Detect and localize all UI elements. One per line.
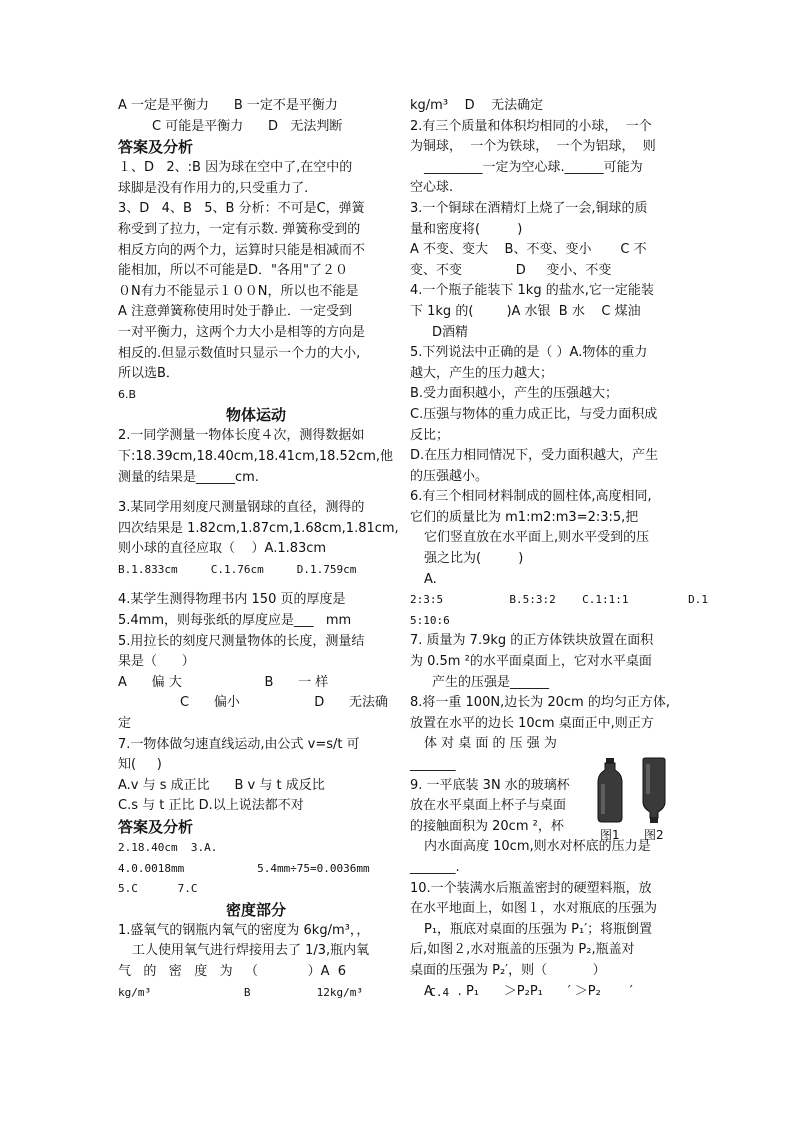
- question-line: 5.用拉长的刻度尺测量物体的长度，测量结: [118, 633, 365, 649]
- question-line: 5:10:6: [410, 613, 450, 627]
- question-line: 变、不变 D 变小、不变: [410, 262, 612, 278]
- question-line: 果是（ ）: [118, 654, 195, 670]
- question-line: 2.一同学测量一物体长度４次，测得数据如: [118, 428, 365, 444]
- bottle-2-highlight: [646, 764, 650, 794]
- question-line: B.1.833cm C.1.76cm D.1.759cm: [118, 562, 357, 576]
- question-line: 它们的质量比为 m1:m2:m3=2:3:5,把: [410, 509, 639, 525]
- answers-heading: 答案及分析: [118, 818, 194, 836]
- question-line: 内水面高度 10cm,则水对杯底的压力是: [424, 839, 651, 855]
- bottle-2-cap: [650, 818, 658, 823]
- question-line: 为 0.5m ²的水平面桌面上，它对水平桌面: [410, 654, 652, 670]
- answers-heading: 答案及分析: [118, 138, 194, 157]
- question-line: 工人使用氧气进行焊接用去了 1/3,瓶内氧: [132, 943, 370, 959]
- question-line: 5.4mm，则每张纸的厚度应是___ mm: [118, 613, 352, 629]
- answer-line: 所以选B．: [118, 366, 179, 382]
- question-line: 8.将一重 100N,边长为 20cm 的均匀正方体,: [410, 695, 670, 711]
- question-line: 6.有三个相同材料制成的圆柱体,高度相同,: [410, 489, 652, 505]
- question-line: 后,如图２,水对瓶盖的压强为 P₂,瓶盖对: [410, 942, 635, 958]
- question-line: 3.一个铜球在酒精灯上烧了一会,铜球的质: [410, 200, 648, 216]
- question-line: A.: [424, 571, 437, 587]
- answer-line: 相反方向的两个力，运算时只能是相减而不: [118, 242, 366, 258]
- question-line: 2:3:5 B.5:3:2 C.1:1:1 D.1: [410, 593, 709, 607]
- question-line: C 偏小 D 无法确: [180, 695, 389, 711]
- question-line: _________一定为空心球.______可能为: [424, 159, 643, 175]
- question-line: D.在压力相同情况下，受力面积越大，产生: [410, 448, 659, 464]
- question-line: _______: [410, 757, 456, 772]
- question-line: 7. 质量为 7.9kg 的正方体铁块放置在面积: [410, 633, 654, 649]
- question-line: A.v 与 s 成正比 B v 与 t 成反比: [118, 777, 325, 793]
- question-line: 放置在水平的边长 10cm 桌面正中,则正方: [410, 715, 654, 731]
- question-line: 量和密度将( ): [410, 221, 523, 237]
- bottle-figure-svg: [596, 758, 676, 824]
- question-line: 则小球的直径应取（ ）A.1.83cm: [118, 541, 327, 557]
- question-line: kg/m³ D 无法确定: [410, 98, 544, 113]
- question-line: 反比；: [410, 427, 450, 443]
- question-line: 的压强越小。: [410, 468, 489, 484]
- question-line: 强之比为( ): [424, 551, 524, 567]
- question-line: 它们竖直放在水平面上,则水平受到的压: [424, 530, 650, 546]
- bottle-figures: [596, 758, 676, 844]
- question-line: 下 1kg 的( )A 水银 B 水 C 煤油: [410, 303, 641, 319]
- section-title-motion: 物体运动: [225, 406, 286, 425]
- question-line: P₁，瓶底对桌面的压强为 P₁′；将瓶倒置: [424, 921, 653, 937]
- answer-line: ０N有力不能显示１００N，所以也不能是: [118, 283, 359, 299]
- question-line: C.压强与物体的重力成正比，与受力面积成: [410, 406, 658, 422]
- figure-2-label: 图2: [644, 828, 664, 842]
- bottle-figure-1: [598, 758, 622, 822]
- option-line: C 可能是平衡力 D 无法判断: [152, 118, 343, 134]
- answer-line: 称受到了拉力，一定有示数. 弹簧称受到的: [118, 221, 361, 237]
- question-line: 气 的 密 度 为 （ ）A 6: [118, 963, 347, 979]
- question-line: 测量的结果是______cm.: [118, 469, 259, 485]
- question-line: 2.有三个质量和体积均相同的小球， 一个: [410, 118, 652, 134]
- question-line: C.s 与 t 正比 D.以上说法都不对: [118, 798, 304, 814]
- question-line: 知( ): [118, 757, 162, 773]
- question-line: 体 对 桌 面 的 压 强 为: [424, 736, 557, 752]
- answer-line: 2.18.40cm 3.A.: [118, 841, 218, 854]
- option-line: A 一定是平衡力 B 一定不是平衡力: [118, 98, 338, 113]
- question-line: 3.某同学用刻度尺测量钢球的直径，测得的: [118, 500, 365, 516]
- figure-1-label: 图1: [600, 828, 620, 842]
- question-line: 放在水平桌面上杯子与桌面: [410, 798, 567, 814]
- question-line: 1.盛氧气的钢瓶内氧气的密度为 6kg/m³，，: [118, 922, 370, 938]
- question-line: 定: [118, 716, 132, 732]
- question-line: 产生的压强是______: [432, 674, 550, 690]
- question-line: A . P₁ ＞P₂P₁ ′ ＞P₂ ′: [424, 983, 633, 999]
- bottle-1-highlight: [601, 784, 605, 814]
- question-line: 在水平地面上，如图１，水对瓶底的压强为: [410, 901, 658, 917]
- question-line: 为铜球， 一个为铁球， 一个为铝球， 则: [410, 139, 656, 155]
- bottle-1-cap: [606, 758, 614, 763]
- question-line: D酒精: [432, 324, 469, 340]
- question-line: 4.某学生测得物理书内 150 页的厚度是: [118, 592, 346, 608]
- answer-line: 3、D 4、B 5、B 分析：不可是C，弹簧: [118, 201, 365, 217]
- answer-line: 一对平衡力，这两个力大小是相等的方向是: [118, 324, 366, 340]
- question-line: 桌面的压强为 P₂′，则（ ）: [410, 962, 606, 978]
- question-line: A 偏 大 B 一 样: [118, 674, 329, 690]
- answer-line: 6.B: [118, 387, 137, 401]
- bottle-figure-2: [643, 758, 665, 823]
- question-line: 空心球.: [410, 180, 454, 196]
- answer-line: 能相加，所以不可能是D．"各用"了２０: [118, 263, 348, 279]
- question-line: 四次结果是 1.82cm,1.87cm,1.68cm,1.81cm,: [118, 520, 399, 536]
- question-line: 5.下列说法中正确的是（ ）A.物体的重力: [410, 345, 648, 361]
- question-line: 越大，产生的压力越大；: [410, 365, 554, 381]
- question-line: B.受力面积越小，产生的压强越大；: [410, 386, 619, 402]
- question-line: 9. 一平底装 3N 水的玻璃杯: [410, 777, 570, 793]
- answer-line: 相反的.但显示数值时只显示一个力的大小,: [118, 345, 361, 361]
- right-column: [410, 96, 709, 1002]
- question-line: kg/m³ B 12kg/m³ C.4: [118, 985, 450, 999]
- question-line: 的接触面积为 20cm ²，杯: [410, 818, 564, 834]
- answer-line: 球脚是没有作用力的,只受重力了.: [118, 180, 309, 196]
- answer-line: １、D 2、:B 因为球在空中了,在空中的: [118, 160, 353, 176]
- answer-line: A 注意弹簧称使用时处于静止．一定受到: [118, 304, 353, 320]
- section-title-density: 密度部分: [225, 900, 286, 919]
- question-line: 4.一个瓶子能装下 1kg 的盐水,它一定能装: [410, 283, 654, 299]
- answer-line: 5.C 7.C: [118, 882, 198, 896]
- question-line: A 不变、变大 B、不变、变小 C 不: [410, 242, 647, 258]
- question-line: _______.: [410, 859, 460, 875]
- question-line: 10.一个装满水后瓶盖密封的硬塑料瓶，放: [410, 880, 652, 896]
- answer-line: 4.0.0018mm 5.4mm÷75=0.0036mm: [118, 861, 370, 875]
- question-line: 7.一物体做匀速直线运动,由公式 v=s/t 可: [118, 736, 360, 752]
- question-line: 下:18.39cm,18.40cm,18.41cm,18.52cm,他: [118, 448, 394, 464]
